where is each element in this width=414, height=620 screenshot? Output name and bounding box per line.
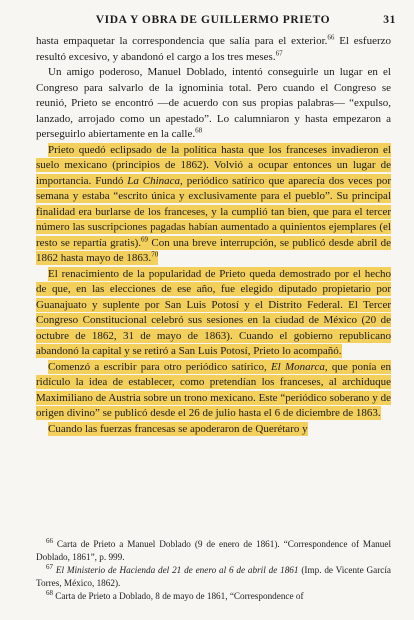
paragraph-p4 — [36, 267, 391, 360]
footnote — [36, 590, 391, 603]
italic-title: El Monarca — [270, 360, 325, 373]
highlighted-text — [36, 143, 391, 266]
main-text — [36, 34, 391, 437]
paragraph-text — [36, 35, 391, 63]
paragraph-text — [36, 66, 391, 140]
running-title: VIDA Y OBRA DE GUILLERMO PRIETO — [95, 14, 331, 26]
paragraph-p2 — [36, 65, 391, 143]
text-run: Prieto quedó eclipsado de la política hasta que los franceses invadieron el suelo mexicano (principios de 1862). Volvió a ocupar entonces un lugar de importancia. Fundó — [36, 143, 391, 187]
page-number: 31 — [383, 14, 396, 26]
footnote — [36, 538, 391, 563]
footnote-ref: 66 — [327, 33, 335, 42]
footnote-ref: 68 — [195, 126, 203, 135]
text-run: , periódico satírico que aparecía dos veces por semana y estaba “escrito única y exclusivamente para el pueblo”. Su principal finalidad era burlarse de los franceses, y la cumplió tan bien, que para el tercer número las suscripciones pagadas habían aumentado a quinientos ejemplares (el resto se repartía gratis). — [36, 174, 391, 249]
paragraph-p6 — [36, 422, 391, 438]
italic-title: La Chinaca — [127, 174, 181, 187]
text-run: Un amigo poderoso, Manuel Doblado, intentó conseguirle un lugar en el Congreso para salvarlo de la ignominia total. Pero cuando el Congreso se reunió, Prieto se encontró —de acuerdo con sus propias palabras— “expulso, lanzado, arrojado como un apestado”. Lo calumniaron y hasta empezaron a perseguirlo abiertamente en la calle. — [36, 66, 391, 140]
footnote-ref: 66 — [46, 536, 53, 545]
footnote-ref: 67 — [275, 48, 283, 57]
footnote — [36, 564, 391, 589]
text-run: Con una breve interrupción, se publicó desde abril de 1862 hasta mayo de 1863. — [36, 236, 391, 264]
highlighted-text — [36, 360, 391, 421]
paragraph-p3 — [36, 143, 391, 267]
text-run: El esfuerzo resultó excesivo, y abandonó el cargo a los tres meses. — [36, 35, 392, 63]
text-run: El renacimiento de la popularidad de Prieto queda demostrado por el hecho de que, en las elecciones de ese año, fue elegido diputado propietario por Guanajuato y suplente por San Luis Potosí y el Distrito Federal. El Tercer Congreso Constitucional celebró sus sesiones en la ciudad de México (20 de octubre de 1862, 31 de mayo de 1863). Cuando el gobierno republicano abandonó la capital y se retiró a San Luis Potosí, Prieto lo acompañó. — [36, 267, 391, 357]
text-run: hasta empaquetar la correspondencia que salía para el exterior. — [36, 35, 328, 47]
italic-title: El Ministerio de Hacienda del 21 de enero al 6 de abril de 1861 — [55, 565, 299, 575]
footnote-ref: 68 — [46, 588, 53, 597]
text-run: Carta de Prieto a Manuel Doblado (9 de enero de 1861). “Correspondence of Manuel Doblado, 1861”, p. 999. — [36, 539, 391, 562]
text-run: Comenzó a escribir para otro periódico satírico, — [48, 360, 271, 373]
text-run: Carta de Prieto a Doblado, 8 de mayo de 1861, “Correspondence of — [53, 591, 304, 601]
footnotes — [36, 538, 391, 604]
paragraph-p5 — [36, 360, 391, 422]
text-run: (Imp. de Vicente García Torres, México, 1862). — [36, 565, 391, 588]
running-header — [30, 14, 396, 32]
text-run: , que ponía en ridículo la idea de establecer, como pretendían los franceses, al archiduque Maximiliano de Austria sobre un trono mexicano. Este “periódico soberano y de origen divino” se publicó desde el 26 de julio hasta el 6 de diciembre de 1863. — [36, 360, 391, 419]
highlighted-text — [36, 267, 391, 359]
footnote-ref: 67 — [46, 562, 53, 571]
footnote-ref: 70 — [151, 250, 159, 259]
footnote-ref: 69 — [141, 234, 149, 243]
text-run: Cuando las fuerzas francesas se apoderaron de Querétaro y — [48, 422, 308, 435]
highlighted-text — [48, 422, 308, 436]
paragraph-p1 — [36, 34, 391, 65]
